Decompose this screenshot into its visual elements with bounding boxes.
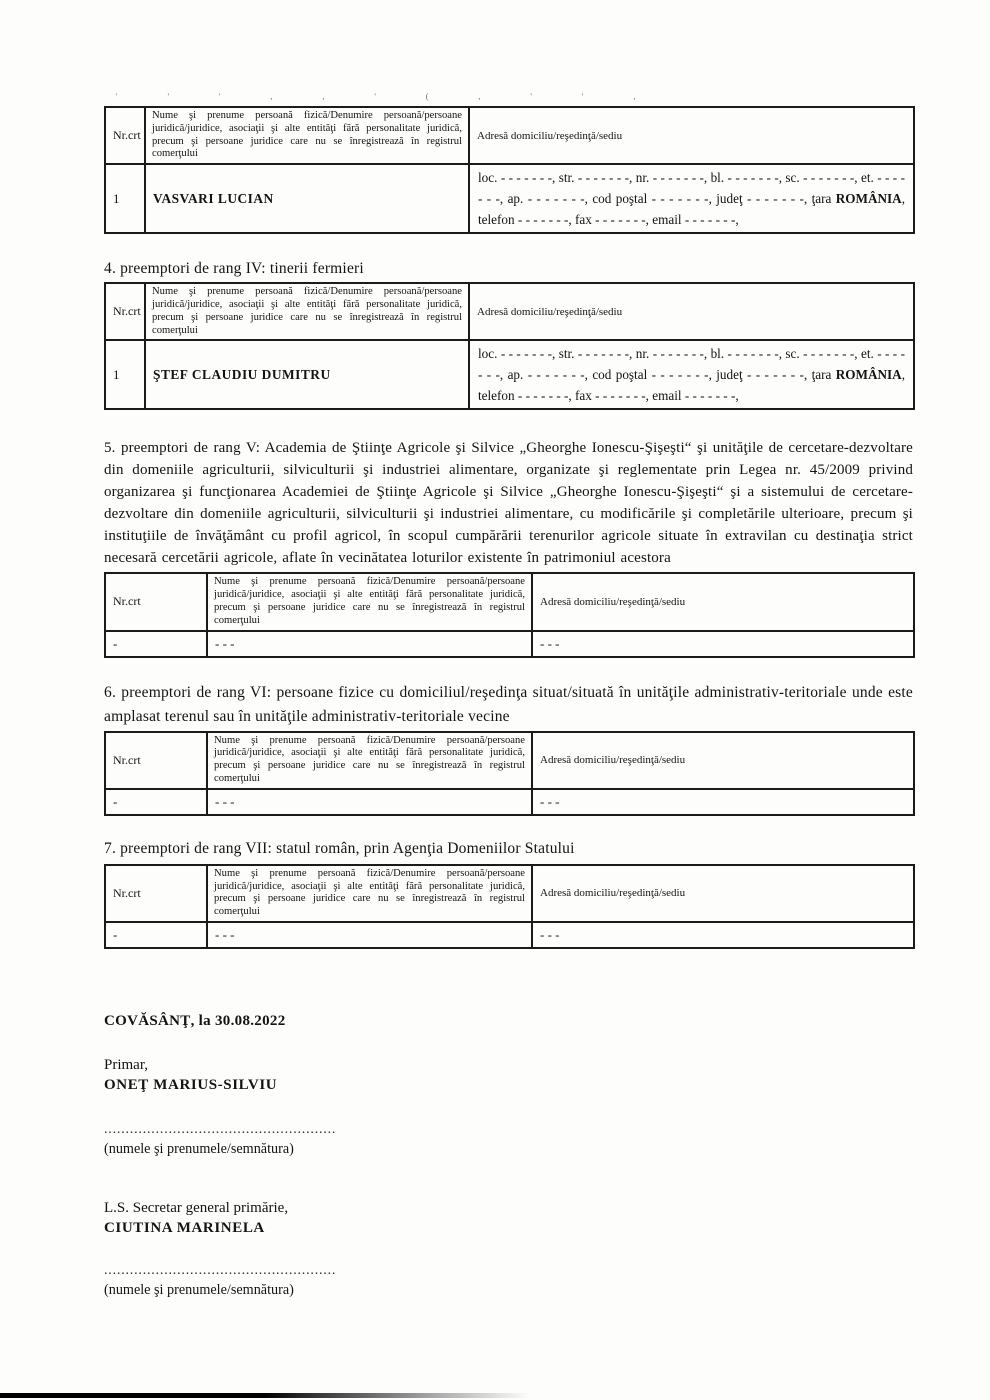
address-cell: - - - bbox=[532, 631, 914, 657]
address-text-tail: , telefon - - - - - - -, fax - - - - - - -, email - - - - - - -, bbox=[478, 367, 905, 404]
preemptors-table-rang4 bbox=[104, 282, 915, 410]
preemptors-table-rang5 bbox=[104, 572, 915, 657]
preemptor-name-cell: ŞTEF CLAUDIU DUMITRU bbox=[145, 340, 469, 409]
preemptors-table-rang7 bbox=[104, 864, 915, 949]
column-header-nr: Nr.crt bbox=[105, 573, 207, 630]
column-header-nr: Nr.crt bbox=[105, 732, 207, 789]
column-header-address: Adresă domiciliu/reşedinţă/sediu bbox=[469, 283, 914, 340]
signature-dotted-line: ...................................................... bbox=[104, 1121, 337, 1137]
column-header-name: Nume şi prenume persoană fizică/Denumire persoană/persoane juridică/juridice, asociaţii şi alte entităţi fără personalitate juridică, precum şi persoane juridice care nu se înregistrează în registrul comerţului bbox=[207, 865, 532, 922]
column-header-name: Nume şi prenume persoană fizică/Denumire persoană/persoane juridică/juridice, asociaţii şi alte entităţi fără personalitate juridică, precum şi persoane juridice care nu se înregistrează în registrul comerţului bbox=[207, 732, 532, 789]
section-5-heading-paragraph: 5. preemptori de rang V: Academia de Ştiinţe Agricole şi Silvice „Gheorghe Ionescu-Şişeşti“ şi unităţile de cercetare-dezvoltare din domeniile agriculturii, silviculturii şi industriei alimentare, organizate şi reglementate prin Legea nr. 45/2009 privind organizarea şi funcţionarea Academiei de Ştiinţe Agricole şi Silvice „Gheorghe Ionescu-Şişeşti“ şi a sistemului de cercetare-dezvoltare din domeniile agriculturii, silviculturii şi industriei alimentare, cu modificările şi completările ulterioare, precum şi instituţiile de învăţământ cu profil agricol, în scopul cumpărării terenurilor agricole situate în extravilan cu destinaţia strict necesară cercetării agricole, aflate în vecinătatea loturilor existente în patrimoniul acestora bbox=[104, 440, 913, 567]
row-number-cell: - bbox=[105, 922, 207, 948]
column-header-address: Adresă domiciliu/reşedinţă/sediu bbox=[532, 732, 914, 789]
table-row bbox=[105, 922, 914, 948]
address-text-tail: , telefon - - - - - - -, fax - - - - - - -, email - - - - - - -, bbox=[478, 191, 905, 228]
column-header-address: Adresă domiciliu/reşedinţă/sediu bbox=[532, 865, 914, 922]
preemptors-table-rang3 bbox=[104, 106, 915, 234]
column-header-address: Adresă domiciliu/reşedinţă/sediu bbox=[469, 107, 914, 164]
address-cell bbox=[469, 164, 914, 233]
section-4-heading: 4. preemptori de rang IV: tinerii fermieri bbox=[104, 260, 364, 278]
table-row bbox=[105, 340, 914, 409]
address-country: ROMÂNIA bbox=[835, 367, 902, 383]
column-header-name: Nume şi prenume persoană fizică/Denumire persoană/persoane juridică/juridice, asociaţii şi alte entităţi fără personalitate juridică, precum şi persoane juridice care nu se înregistrează în registrul comerţului bbox=[207, 573, 532, 630]
preemptor-name-cell: - - - bbox=[207, 922, 532, 948]
address-country: ROMÂNIA bbox=[835, 191, 902, 207]
column-header-address: Adresă domiciliu/reşedinţă/sediu bbox=[532, 573, 914, 630]
address-cell: - - - bbox=[532, 922, 914, 948]
preemptors-table-rang6 bbox=[104, 731, 915, 816]
preemptor-name-cell: - - - bbox=[207, 631, 532, 657]
secretary-name: CIUTINA MARINELA bbox=[104, 1219, 265, 1236]
secretary-label: L.S. Secretar general primărie, bbox=[104, 1199, 289, 1216]
mayor-label: Primar, bbox=[104, 1056, 148, 1073]
address-text: loc. - - - - - - -, str. - - - - - - -, nr. - - - - - - -, bl. - - - - - - -, sc. - - - - - - -, et. - - - - - - -, ap. - - - - - - -, cod poştal - - - - - - -, judeţ - - - - - - -, ţara bbox=[478, 346, 905, 383]
address-text: loc. - - - - - - -, str. - - - - - - -, nr. - - - - - - -, bl. - - - - - - -, sc. - - - - - - -, et. - - - - - - -, ap. - - - - - - -, cod poştal - - - - - - -, judeţ - - - - - - -, ţara bbox=[478, 170, 905, 207]
address-cell: - - - bbox=[532, 789, 914, 815]
place-and-date: COVĂSÂNŢ, la 30.08.2022 bbox=[104, 1012, 286, 1029]
scan-artifact-top: ' ' ' , , ' ( , ' ' , bbox=[116, 92, 660, 101]
row-number-cell: 1 bbox=[105, 164, 145, 233]
column-header-nr: Nr.crt bbox=[105, 283, 145, 340]
column-header-name: Nume şi prenume persoană fizică/Denumire persoană/persoane juridică/juridice, asociaţii şi alte entităţi fără personalitate juridică, precum şi persoane juridice care nu se înregistrează în registrul comerţului bbox=[145, 107, 469, 164]
column-header-name: Nume şi prenume persoană fizică/Denumire persoană/persoane juridică/juridice, asociaţii şi alte entităţi fără personalitate juridică, precum şi persoane juridice care nu se înregistrează în registrul comerţului bbox=[145, 283, 469, 340]
row-number-cell: - bbox=[105, 789, 207, 815]
preemptor-name-cell: - - - bbox=[207, 789, 532, 815]
address-cell bbox=[469, 340, 914, 409]
column-header-nr: Nr.crt bbox=[105, 865, 207, 922]
scan-artifact-bottom-bar bbox=[0, 1393, 530, 1398]
row-number-cell: - bbox=[105, 631, 207, 657]
signature-note: (numele şi prenumele/semnătura) bbox=[104, 1281, 294, 1298]
signature-block bbox=[104, 1013, 913, 1299]
table-row bbox=[105, 164, 914, 233]
preemptor-name-cell: VASVARI LUCIAN bbox=[145, 164, 469, 233]
table-row bbox=[105, 631, 914, 657]
section-6-heading: 6. preemptori de rang VI: persoane fizice cu domiciliul/reşedinţa situat/situată în unităţile administrativ-teritoriale unde este amplasat terenul sau în unităţile administrativ-teritoriale vecine bbox=[104, 683, 913, 726]
row-number-cell: 1 bbox=[105, 340, 145, 409]
signature-note: (numele şi prenumele/semnătura) bbox=[104, 1140, 294, 1157]
column-header-nr: Nr.crt bbox=[105, 107, 145, 164]
mayor-name: ONEŢ MARIUS-SILVIU bbox=[104, 1076, 278, 1093]
table-row bbox=[105, 789, 914, 815]
signature-dotted-line: ...................................................... bbox=[104, 1262, 337, 1278]
section-7-heading: 7. preemptori de rang VII: statul român, prin Agenţia Domeniilor Statului bbox=[104, 839, 575, 857]
